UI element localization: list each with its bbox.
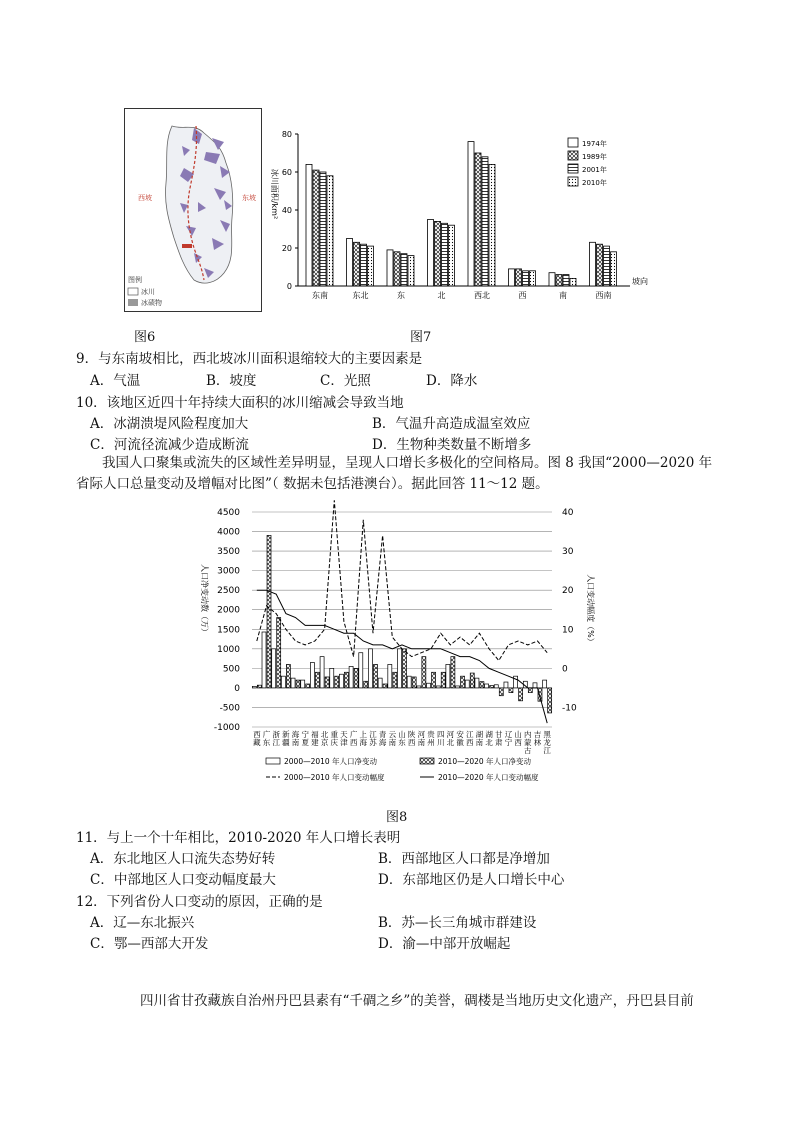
fig8-bar-2000-2010 — [407, 676, 411, 688]
fig7-y-axis-label: 冰川面积/km² — [270, 168, 279, 220]
fig8-bar-2010-2020 — [257, 685, 261, 688]
fig7-category-label: 南 — [559, 291, 567, 299]
intro-line-1: 我国人口聚集或流失的区域性差异明显，呈现人口增长多极化的空间格局。图 8 我国“2000—2020 年 — [102, 455, 713, 471]
figure-8-caption: 图8 — [386, 810, 408, 825]
fig8-bar-2010-2020 — [490, 686, 494, 688]
fig8-bar-2000-2010 — [262, 632, 266, 688]
fig7-bar — [347, 239, 353, 287]
question-10-stem: 10．该地区近四十年持续大面积的冰川缩减会导致当地 — [76, 395, 404, 411]
fig8-bar-2000-2010 — [417, 686, 421, 688]
fig7-bar — [611, 252, 617, 286]
fig8-left-tick-label: -1000 — [213, 723, 240, 733]
fig8-left-tick-label: -500 — [219, 703, 240, 714]
fig7-legend-swatch — [568, 164, 578, 173]
fig8-bar-2000-2010 — [446, 664, 450, 687]
intro-line-2: 省际人口总量变动及增幅对比图”（ 数据未包括港澳台）。据此回答 11～12 题。 — [76, 476, 549, 492]
fig8-bar-2010-2020 — [373, 664, 377, 687]
figure-7-chart — [262, 124, 662, 299]
fig8-bar-2000-2010 — [368, 649, 372, 688]
fig8-legend-swatch-bar-2010-2020 — [420, 758, 434, 764]
fig8-category-label: 甘肃 — [495, 730, 503, 747]
fig8-bar-2010-2020 — [393, 672, 397, 688]
fig8-bar-2010-2020 — [325, 677, 329, 688]
fig8-left-tick-label: 3500 — [217, 547, 240, 558]
fig8-bar-2010-2020 — [499, 688, 503, 696]
question-9-option-d[interactable]: D．降水 — [426, 373, 478, 389]
fig7-category-label: 西 — [518, 291, 527, 299]
fig8-left-tick-label: 2000 — [217, 605, 240, 616]
fig7-bar — [408, 256, 414, 286]
fig7-y-tick-label: 20 — [281, 244, 292, 253]
fig8-right-tick-label: -10 — [562, 703, 577, 714]
fig7-bar — [428, 220, 434, 287]
fig7-category-label: 东 — [397, 291, 405, 299]
question-12-option-d[interactable]: D．渝—中部开放崛起 — [378, 936, 511, 952]
fig8-right-tick-label: 30 — [562, 547, 574, 558]
fig8-category-label: 广东 — [262, 730, 271, 747]
question-11-option-d[interactable]: D．东部地区仍是人口增长中心 — [378, 872, 565, 888]
fig7-bar — [570, 278, 576, 286]
legend-item-moraine: 冰碛物 — [141, 299, 162, 307]
fig8-bar-2010-2020 — [354, 668, 358, 688]
fig8-bar-2010-2020 — [528, 688, 532, 693]
figure-8-chart — [196, 500, 616, 796]
question-9-option-c[interactable]: C．光照 — [320, 373, 371, 389]
question-12-option-a[interactable]: A．辽—东北振兴 — [90, 915, 195, 931]
fig8-left-tick-label: 4000 — [217, 527, 240, 538]
fig7-bar — [387, 250, 393, 286]
fig8-category-label: 贵州 — [427, 730, 435, 747]
legend-item-glacier: 冰川 — [141, 288, 155, 296]
fig8-bar-2000-2010 — [514, 676, 518, 688]
fig8-line-2010-2020 — [257, 590, 547, 723]
fig8-bar-2010-2020 — [344, 672, 348, 688]
fig8-bar-2010-2020 — [383, 684, 387, 688]
fig7-bar — [482, 157, 488, 286]
question-11-stem: 11．与上一个十年相比，2010-2020 年人口增长表明 — [76, 830, 401, 846]
fig8-bar-2010-2020 — [432, 672, 436, 688]
fig8-right-axis-label: 人口变动幅度（%） — [586, 574, 595, 646]
question-10-option-c[interactable]: C．河流径流减少造成断流 — [90, 437, 249, 453]
fig8-bar-2000-2010 — [349, 666, 353, 688]
fig7-bar — [516, 269, 522, 286]
fig8-category-label: 重庆 — [330, 730, 339, 747]
question-11-option-b[interactable]: B．西部地区人口都是净增加 — [378, 851, 550, 867]
fig7-bar — [442, 223, 448, 286]
glacier-map-svg — [124, 108, 262, 312]
fig7-y-tick-label: 80 — [281, 130, 292, 139]
fig8-right-tick-label: 10 — [562, 625, 574, 636]
fig8-right-tick-label: 0 — [562, 664, 568, 675]
fig8-bar-2000-2010 — [436, 686, 440, 688]
fig8-bar-2000-2010 — [543, 680, 547, 688]
fig7-y-tick-label: 40 — [281, 206, 292, 215]
fig8-left-axis-label: 人口净变动数（万） — [200, 564, 209, 636]
fig8-category-label: 四川 — [436, 730, 445, 747]
fig7-legend-swatch — [568, 151, 578, 160]
question-9-option-b[interactable]: B．坡度 — [206, 373, 257, 389]
fig8-bar-2000-2010 — [320, 657, 324, 688]
fig7-bar — [327, 176, 333, 286]
fig8-category-label: 江苏 — [369, 730, 377, 747]
fig8-category-label: 吉林 — [533, 730, 542, 747]
fig8-bar-2010-2020 — [364, 681, 368, 688]
fig8-bar-2010-2020 — [306, 684, 310, 688]
fig8-bar-2010-2020 — [315, 672, 319, 688]
fig8-bar-2000-2010 — [456, 686, 460, 688]
figure-6-caption: 图6 — [134, 330, 156, 345]
fig8-left-tick-label: 500 — [222, 664, 240, 675]
fig8-category-label: 内蒙古 — [524, 730, 532, 755]
fig7-bar — [509, 269, 515, 286]
fig8-bar-2000-2010 — [339, 674, 343, 688]
fig8-category-label: 北京 — [320, 730, 329, 747]
fig7-bar — [590, 242, 596, 286]
fig7-y-tick-label: 60 — [281, 168, 292, 177]
fig8-legend-swatch-bar-2000-2010 — [266, 758, 280, 764]
fig8-category-label: 湖北 — [485, 730, 493, 747]
fig8-category-label: 新疆 — [282, 730, 290, 747]
fig8-category-label: 江西 — [465, 730, 474, 747]
fig7-legend-label: 1989年 — [582, 153, 607, 161]
fig7-category-label: 北 — [437, 291, 446, 299]
fig8-category-label: 辽宁 — [504, 730, 513, 747]
east-slope-label: 东坡 — [242, 194, 256, 202]
fig8-bar-2010-2020 — [286, 664, 290, 687]
fig8-category-label: 陕西 — [407, 730, 416, 747]
fig8-bar-2000-2010 — [465, 680, 469, 688]
fig8-bar-2000-2010 — [494, 685, 498, 688]
fig7-bar — [361, 244, 367, 286]
fig8-left-tick-label: 4500 — [217, 508, 240, 518]
legend-swatch-glacier — [128, 288, 138, 295]
fig8-bar-2010-2020 — [480, 682, 484, 688]
legend-swatch-moraine — [128, 299, 138, 306]
fig7-legend-label: 1974年 — [582, 140, 607, 148]
fig8-bar-2010-2020 — [277, 618, 281, 688]
fig8-bar-2010-2020 — [296, 680, 300, 688]
question-11-option-a[interactable]: A．东北地区人口流失态势好转 — [90, 851, 276, 867]
fig8-left-tick-label: 1000 — [217, 644, 240, 655]
fig7-bar — [523, 271, 529, 286]
fig8-bar-2010-2020 — [451, 657, 455, 688]
fig8-legend-label: 2010—2020 年人口净变动 — [438, 757, 532, 766]
fig8-category-label: 上海 — [359, 730, 368, 747]
fig8-category-label: 安徽 — [456, 730, 464, 747]
fig7-category-label: 西南 — [595, 291, 612, 299]
fig7-legend-swatch — [568, 177, 578, 186]
fig7-bar — [394, 252, 400, 286]
fig8-bar-2000-2010 — [359, 653, 363, 688]
fig8-bar-2000-2010 — [281, 676, 285, 688]
fig8-bar-2000-2010 — [485, 684, 489, 688]
fig7-category-label: 西北 — [474, 291, 490, 299]
fig7-bar — [530, 271, 536, 286]
fig8-bar-2010-2020 — [538, 688, 542, 701]
fig8-bar-2000-2010 — [272, 649, 276, 688]
fig7-bar — [368, 246, 374, 286]
fig8-bar-2000-2010 — [301, 680, 305, 688]
fig8-bar-2010-2020 — [412, 677, 416, 688]
population-change-chart — [196, 500, 616, 796]
question-12-option-c[interactable]: C．鄂—西部大开发 — [90, 936, 209, 952]
fig8-category-label: 广西 — [349, 730, 358, 747]
west-slope-label: 西坡 — [138, 194, 152, 202]
question-10-option-b[interactable]: B．气温升高造成温室效应 — [372, 416, 531, 432]
fig8-bar-2010-2020 — [267, 535, 271, 687]
legend-title: 图例 — [128, 276, 142, 284]
fig8-category-label: 福建 — [311, 730, 319, 747]
fig8-bar-2010-2020 — [335, 676, 339, 688]
fig8-category-label: 云南 — [388, 730, 397, 747]
fig8-bar-2010-2020 — [509, 688, 513, 693]
fig7-bar — [306, 164, 312, 286]
fig8-bar-2000-2010 — [330, 668, 334, 688]
fig7-bar — [320, 172, 326, 286]
fig8-left-tick-label: 2500 — [217, 586, 240, 597]
fig8-category-label: 青海 — [378, 730, 387, 747]
question-10-option-a[interactable]: A．冰湖溃堤风险程度加大 — [90, 416, 249, 432]
fig8-bar-2010-2020 — [441, 672, 445, 688]
fig7-legend-swatch — [568, 138, 578, 147]
fig8-bar-2010-2020 — [461, 676, 465, 688]
fig8-bar-2010-2020 — [519, 688, 523, 701]
fig7-bar — [563, 275, 569, 286]
fig8-legend-label: 2000—2010 年人口净变动 — [284, 757, 378, 766]
fig7-bar — [313, 170, 319, 286]
fig7-legend-label: 2001年 — [582, 166, 607, 174]
fig7-bar — [549, 273, 555, 286]
question-9-stem: 9．与东南坡相比，西北坡冰川面积退缩较大的主要因素是 — [76, 351, 423, 367]
fig8-bar-2000-2010 — [291, 678, 295, 688]
fig8-bar-2000-2010 — [388, 664, 392, 687]
fig7-category-label: 东北 — [352, 291, 369, 299]
fig8-category-label: 湖南 — [475, 730, 484, 747]
next-passage-line: 四川省甘孜藏族自治州丹巴县素有“千碉之乡”的美誉，碉楼是当地历史文化遗产，丹巴县目前 — [140, 993, 694, 1009]
fig8-left-tick-label: 3000 — [217, 566, 240, 577]
fig7-bar — [449, 225, 455, 286]
fig8-left-tick-label: 1500 — [217, 625, 240, 636]
question-10-option-d[interactable]: D．生物种类数量不断增多 — [372, 437, 532, 453]
fig8-bar-2010-2020 — [403, 649, 407, 688]
fig8-bar-2000-2010 — [252, 686, 256, 688]
fig7-y-tick-label: 0 — [286, 282, 292, 291]
question-11-option-c[interactable]: C．中部地区人口变动幅度最大 — [90, 872, 276, 888]
fig8-category-label: 山西 — [514, 730, 522, 747]
fig8-legend-label: 2000—2010 年人口变动幅度 — [284, 773, 385, 782]
fig8-right-tick-label: 40 — [562, 508, 574, 518]
fig8-bar-2010-2020 — [470, 673, 474, 688]
figure-6-map — [124, 108, 262, 312]
fig7-bar — [435, 221, 441, 286]
fig8-bar-2000-2010 — [310, 663, 314, 688]
fig7-category-label: 东南 — [312, 291, 328, 299]
fig7-bar — [489, 164, 495, 286]
fig7-bar — [468, 142, 474, 286]
fig7-bar — [354, 242, 360, 286]
fig8-category-label: 浙江 — [272, 730, 280, 747]
fig8-bar-2010-2020 — [422, 657, 426, 688]
fig7-bar — [597, 244, 603, 286]
fig8-bar-2000-2010 — [533, 683, 537, 688]
fig7-bar — [604, 246, 610, 286]
fig8-legend-label: 2010—2020 年人口变动幅度 — [438, 773, 539, 782]
fig7-bar — [475, 153, 481, 286]
fig8-category-label: 西藏 — [253, 730, 261, 747]
fig8-category-label: 河北 — [446, 730, 455, 747]
fig8-left-tick-label: 0 — [234, 683, 240, 694]
fig7-bar — [556, 275, 562, 286]
fig8-category-label: 天津 — [340, 730, 348, 747]
fig8-bar-2010-2020 — [548, 688, 552, 713]
question-12-option-b[interactable]: B．苏—长三角城市群建设 — [378, 915, 537, 931]
fig8-category-label: 河南 — [417, 730, 426, 747]
question-12-stem: 12．下列省份人口变动的原因，正确的是 — [76, 894, 323, 910]
fig8-bar-2000-2010 — [427, 683, 431, 688]
fig8-line-2000-2010 — [257, 500, 547, 660]
question-9-option-a[interactable]: A．气温 — [90, 373, 141, 389]
fig7-x-axis-label: 坡向 — [632, 277, 648, 286]
figure-7-caption: 图7 — [410, 330, 432, 345]
fig8-category-label: 宁夏 — [301, 730, 309, 747]
fig7-bar — [401, 254, 407, 286]
fig8-bar-2000-2010 — [504, 682, 508, 688]
fig8-category-label: 黑龙江 — [543, 730, 551, 755]
fig8-category-label: 海南 — [291, 730, 300, 747]
fig8-category-label: 山东 — [398, 730, 406, 747]
glacier-area-chart — [262, 124, 662, 299]
fig8-right-tick-label: 20 — [562, 586, 574, 597]
fig8-bar-2000-2010 — [398, 649, 402, 688]
fig7-legend-label: 2010年 — [582, 179, 607, 187]
fig8-bar-2000-2010 — [378, 678, 382, 688]
fig8-bar-2000-2010 — [475, 678, 479, 688]
